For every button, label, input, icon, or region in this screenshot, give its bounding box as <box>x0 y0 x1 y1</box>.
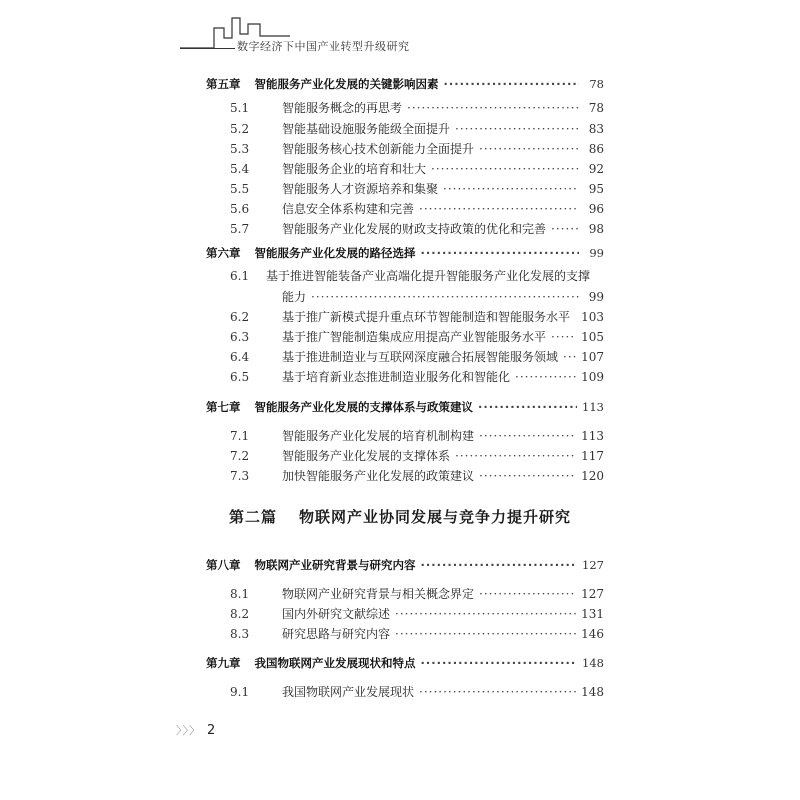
leader-dots <box>515 367 576 387</box>
section-title: 智能服务产业化发展的培育机制构建 <box>282 429 475 443</box>
section-number: 6.4 <box>230 350 250 364</box>
leader-dots <box>478 397 577 417</box>
section-title: 国内外研究文献综述 <box>282 607 391 621</box>
section-title: 我国物联网产业发展现状 <box>282 685 415 699</box>
toc-section-5-7[interactable] <box>230 219 604 239</box>
toc-section-5-5[interactable] <box>230 179 604 199</box>
toc-section-6-3[interactable] <box>230 327 604 347</box>
leader-dots <box>407 98 579 118</box>
leader-dots <box>421 555 578 575</box>
section-title-line1: 基于推进智能装备产业高端化提升智能服务产业化发展的支撑 <box>265 269 590 283</box>
toc-section-9-1[interactable] <box>230 682 604 702</box>
page-number: 131 <box>581 607 604 621</box>
part-title: 物联网产业协同发展与竞争力提升研究 <box>299 508 572 526</box>
section-number: 6.2 <box>230 310 250 324</box>
section-number: 5.2 <box>230 122 250 136</box>
toc-section-6-5[interactable] <box>230 367 604 387</box>
leader-dots <box>551 327 576 347</box>
toc-section-6-1[interactable] <box>230 266 590 286</box>
leader-dots <box>551 219 579 239</box>
section-title: 智能服务概念的再思考 <box>282 101 403 115</box>
section-number: 6.3 <box>230 330 250 344</box>
chapter-title: 物联网产业研究背景与研究内容 <box>254 558 416 572</box>
page-number: 83 <box>588 122 604 136</box>
toc-section-5-1[interactable] <box>230 98 604 118</box>
page-number: 146 <box>581 627 604 641</box>
section-number: 8.3 <box>230 627 250 641</box>
chevron-right-icon: 〉〉〉 <box>176 724 201 737</box>
page-number: 96 <box>588 202 604 216</box>
leader-dots <box>395 624 576 644</box>
section-title: 基于推广智能制造集成应用提高产业智能服务水平 <box>282 330 547 344</box>
section-number: 6.5 <box>230 370 250 384</box>
section-number: 7.3 <box>230 469 250 483</box>
header-rule <box>180 48 235 49</box>
section-title: 基于培育新业态推进制造业服务化和智能化 <box>282 370 511 384</box>
section-title: 智能服务核心技术创新能力全面提升 <box>282 142 475 156</box>
page-number: 127 <box>581 587 604 601</box>
page-number: 120 <box>581 469 604 483</box>
leader-dots <box>419 199 579 219</box>
page-number: 98 <box>588 222 604 236</box>
chapter-number: 第九章 <box>206 656 241 670</box>
toc-chapter-5[interactable] <box>206 74 604 94</box>
chapter-title: 我国物联网产业发展现状和特点 <box>254 656 416 670</box>
page-number: 109 <box>581 370 604 384</box>
section-title: 物联网产业研究背景与相关概念界定 <box>282 587 475 601</box>
leader-dots <box>419 682 576 702</box>
section-title-line2: 能力 <box>282 290 307 304</box>
page-number: 113 <box>582 400 604 414</box>
toc-chapter-6[interactable] <box>206 243 604 263</box>
section-number: 9.1 <box>230 685 250 699</box>
page-number: 99 <box>588 290 604 304</box>
chapter-number: 第八章 <box>206 558 241 572</box>
section-title: 基于推进制造业与互联网深度融合拓展智能服务领域 <box>282 350 559 364</box>
leader-dots <box>431 159 579 179</box>
toc-section-7-2[interactable] <box>230 446 604 466</box>
page-number: 117 <box>581 449 604 463</box>
toc-section-6-4[interactable] <box>230 347 604 367</box>
leader-dots <box>479 426 576 446</box>
page-number: 78 <box>588 101 604 115</box>
section-title: 加快智能服务产业化发展的政策建议 <box>282 469 475 483</box>
leader-dots <box>563 347 576 367</box>
section-number: 5.7 <box>230 222 250 236</box>
chapter-title: 智能服务产业化发展的关键影响因素 <box>254 77 439 91</box>
section-title: 智能服务产业化发展的财政支持政策的优化和完善 <box>282 222 547 236</box>
leader-dots <box>421 243 580 263</box>
toc-chapter-8[interactable] <box>206 555 604 575</box>
toc-section-6-1-continued[interactable] <box>230 287 604 307</box>
toc-section-5-4[interactable] <box>230 159 604 179</box>
page-number: 113 <box>581 429 604 443</box>
leader-dots <box>455 119 579 139</box>
leader-dots <box>479 139 579 159</box>
section-number: 7.1 <box>230 429 250 443</box>
chapter-number: 第七章 <box>206 400 241 414</box>
page-number: 86 <box>588 142 604 156</box>
toc-section-8-1[interactable] <box>230 584 604 604</box>
section-number: 7.2 <box>230 449 250 463</box>
page-number: 99 <box>589 246 604 260</box>
leader-dots <box>479 466 576 486</box>
chapter-title: 智能服务产业化发展的路径选择 <box>254 246 416 260</box>
toc-section-7-1[interactable] <box>230 426 604 446</box>
section-title: 智能基础设施服务能级全面提升 <box>282 122 451 136</box>
page-number: 92 <box>588 162 604 176</box>
section-number: 5.3 <box>230 142 250 156</box>
page-number: 95 <box>588 182 604 196</box>
leader-dots <box>421 653 578 673</box>
leader-dots <box>395 604 576 624</box>
section-number: 8.2 <box>230 607 250 621</box>
toc-section-5-2[interactable] <box>230 119 604 139</box>
section-title: 智能服务产业化发展的支撑体系 <box>282 449 451 463</box>
toc-chapter-7[interactable] <box>206 397 604 417</box>
section-title: 智能服务企业的培育和壮大 <box>282 162 427 176</box>
section-title: 信息安全体系构建和完善 <box>282 202 415 216</box>
leader-dots <box>455 446 576 466</box>
page-number: 127 <box>582 558 604 572</box>
page-number: 78 <box>589 77 604 91</box>
toc-section-7-3[interactable] <box>230 466 604 486</box>
leader-dots <box>311 287 579 307</box>
chapter-number: 第六章 <box>206 246 241 260</box>
part-label: 第二篇 <box>228 508 277 526</box>
toc-section-5-3[interactable] <box>230 139 604 159</box>
section-title: 基于推广新模式提升重点环节智能制造和智能服务水平 <box>282 310 571 324</box>
leader-dots <box>479 584 576 604</box>
page-number: 105 <box>581 330 604 344</box>
section-number: 5.4 <box>230 162 250 176</box>
page-number: 148 <box>581 685 604 699</box>
page-number: 107 <box>581 350 604 364</box>
section-number: 5.6 <box>230 202 250 216</box>
section-title: 研究思路与研究内容 <box>282 627 391 641</box>
toc-section-6-2[interactable] <box>230 307 604 327</box>
leader-dots <box>444 74 580 94</box>
leader-dots <box>575 307 576 327</box>
section-number: 6.1 <box>230 269 250 283</box>
page-footer <box>176 722 215 738</box>
leader-dots <box>443 179 579 199</box>
part-heading <box>0 506 800 527</box>
toc-chapter-9[interactable] <box>206 653 604 673</box>
running-header-title: 数字经济下中国产业转型升级研究 <box>237 40 410 53</box>
chapter-number: 第五章 <box>206 77 241 91</box>
chapter-title: 智能服务产业化发展的支撑体系与政策建议 <box>254 400 473 414</box>
section-number: 5.1 <box>230 101 250 115</box>
toc-section-8-3[interactable] <box>230 624 604 644</box>
footer-page-number: 2 <box>207 722 216 738</box>
toc-section-5-6[interactable] <box>230 199 604 219</box>
page-number: 103 <box>581 310 604 324</box>
page-number: 148 <box>582 656 604 670</box>
section-title: 智能服务人才资源培养和集聚 <box>282 182 439 196</box>
section-number: 8.1 <box>230 587 250 601</box>
toc-section-8-2[interactable] <box>230 604 604 624</box>
section-number: 5.5 <box>230 182 250 196</box>
